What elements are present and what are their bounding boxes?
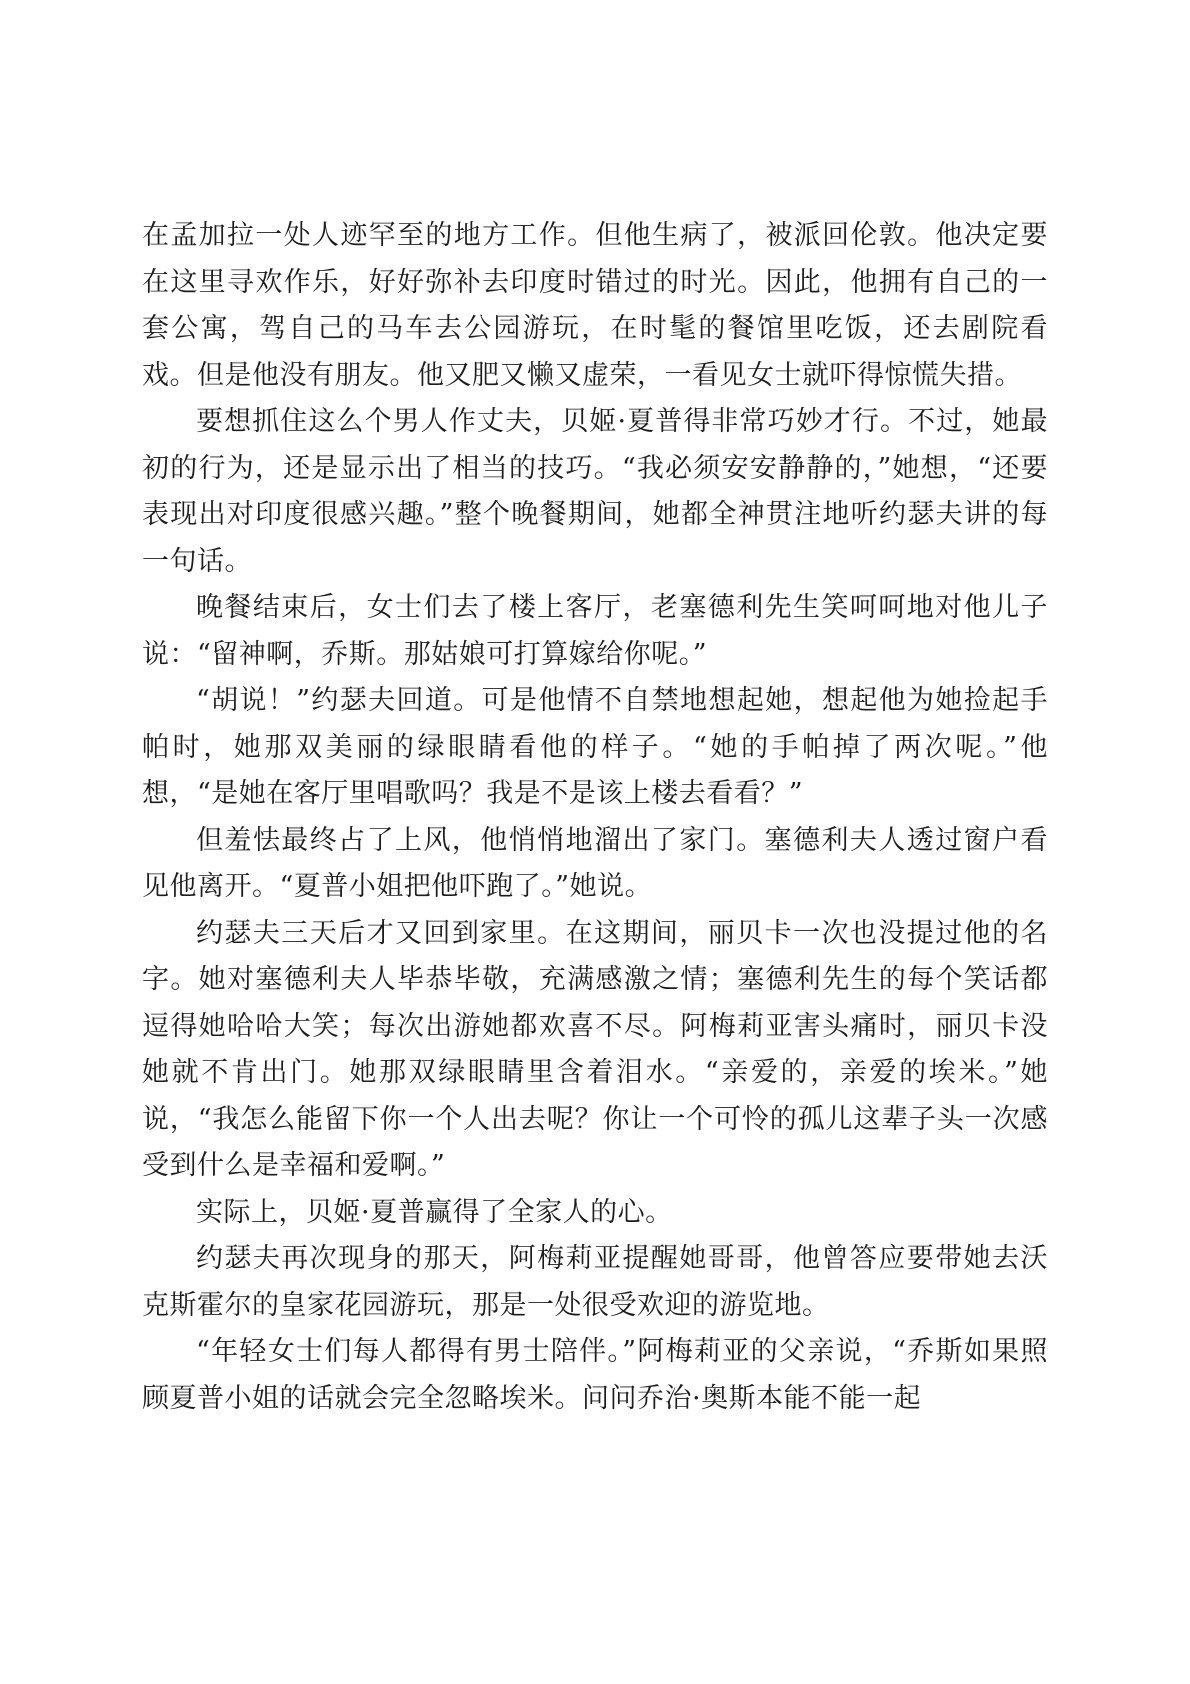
- paragraph-6: 约瑟夫三天后才又回到家里。在这期间，丽贝卡一次也没提过他的名字。她对塞德利夫人毕恭毕敬，充满感激之情；塞德利先生的每个笑话都逗得她哈哈大笑；每次出游她都欢喜不尽。阿梅莉亚害头痛时，丽贝卡没她就不肯出门。她那双绿眼睛里含着泪水。“亲爱的，亲爱的埃米。”她说，“我怎么能留下你一个人出去呢？你让一个可怜的孤儿这辈子头一次感受到什么是幸福和爱啊。”: [142, 917, 1048, 1181]
- paragraph-1: 在孟加拉一处人迹罕至的地方工作。但他生病了，被派回伦敦。他决定要在这里寻欢作乐，好好弥补去印度时错过的时光。因此，他拥有自己的一套公寓，驾自己的马车去公园游玩，在时髦的餐馆里吃饭，还去剧院看戏。但是他没有朋友。他又肥又懒又虚荣，一看见女士就吓得惊慌失措。: [142, 220, 1048, 391]
- paragraph-3: 晚餐结束后，女士们去了楼上客厅，老塞德利先生笑呵呵地对他儿子说：“留神啊，乔斯。那姑娘可打算嫁给你呢。”: [142, 592, 1048, 670]
- paragraph-4: “胡说！”约瑟夫回道。可是他情不自禁地想起她，想起他为她捡起手帕时，她那双美丽的绿眼睛看他的样子。“她的手帕掉了两次呢。”他想，“是她在客厅里唱歌吗？我是不是该上楼去看看？”: [142, 685, 1048, 809]
- body-text: [142, 213, 1048, 1422]
- paragraph-7: 实际上，贝姬·夏普赢得了全家人的心。: [196, 1196, 673, 1228]
- paragraph-2: 要想抓住这么个男人作丈夫，贝姬·夏普得非常巧妙才行。不过，她最初的行为，还是显示出了相当的技巧。“我必须安安静静的，”她想，“还要表现出对印度很感兴趣。”整个晚餐期间，她都全神贯注地听约瑟夫讲的每一句话。: [142, 406, 1048, 577]
- paragraph-5: 但羞怯最终占了上风，他悄悄地溜出了家门。塞德利夫人透过窗户看见他离开。“夏普小姐把他吓跑了。”她说。: [142, 824, 1048, 902]
- paragraph-8: 约瑟夫再次现身的那天，阿梅莉亚提醒她哥哥，他曾答应要带她去沃克斯霍尔的皇家花园游玩，那是一处很受欢迎的游览地。: [142, 1243, 1048, 1321]
- paragraph-9: “年轻女士们每人都得有男士陪伴。”阿梅莉亚的父亲说，“乔斯如果照顾夏普小姐的话就会完全忽略埃米。问问乔治·奥斯本能不能一起: [142, 1336, 1048, 1414]
